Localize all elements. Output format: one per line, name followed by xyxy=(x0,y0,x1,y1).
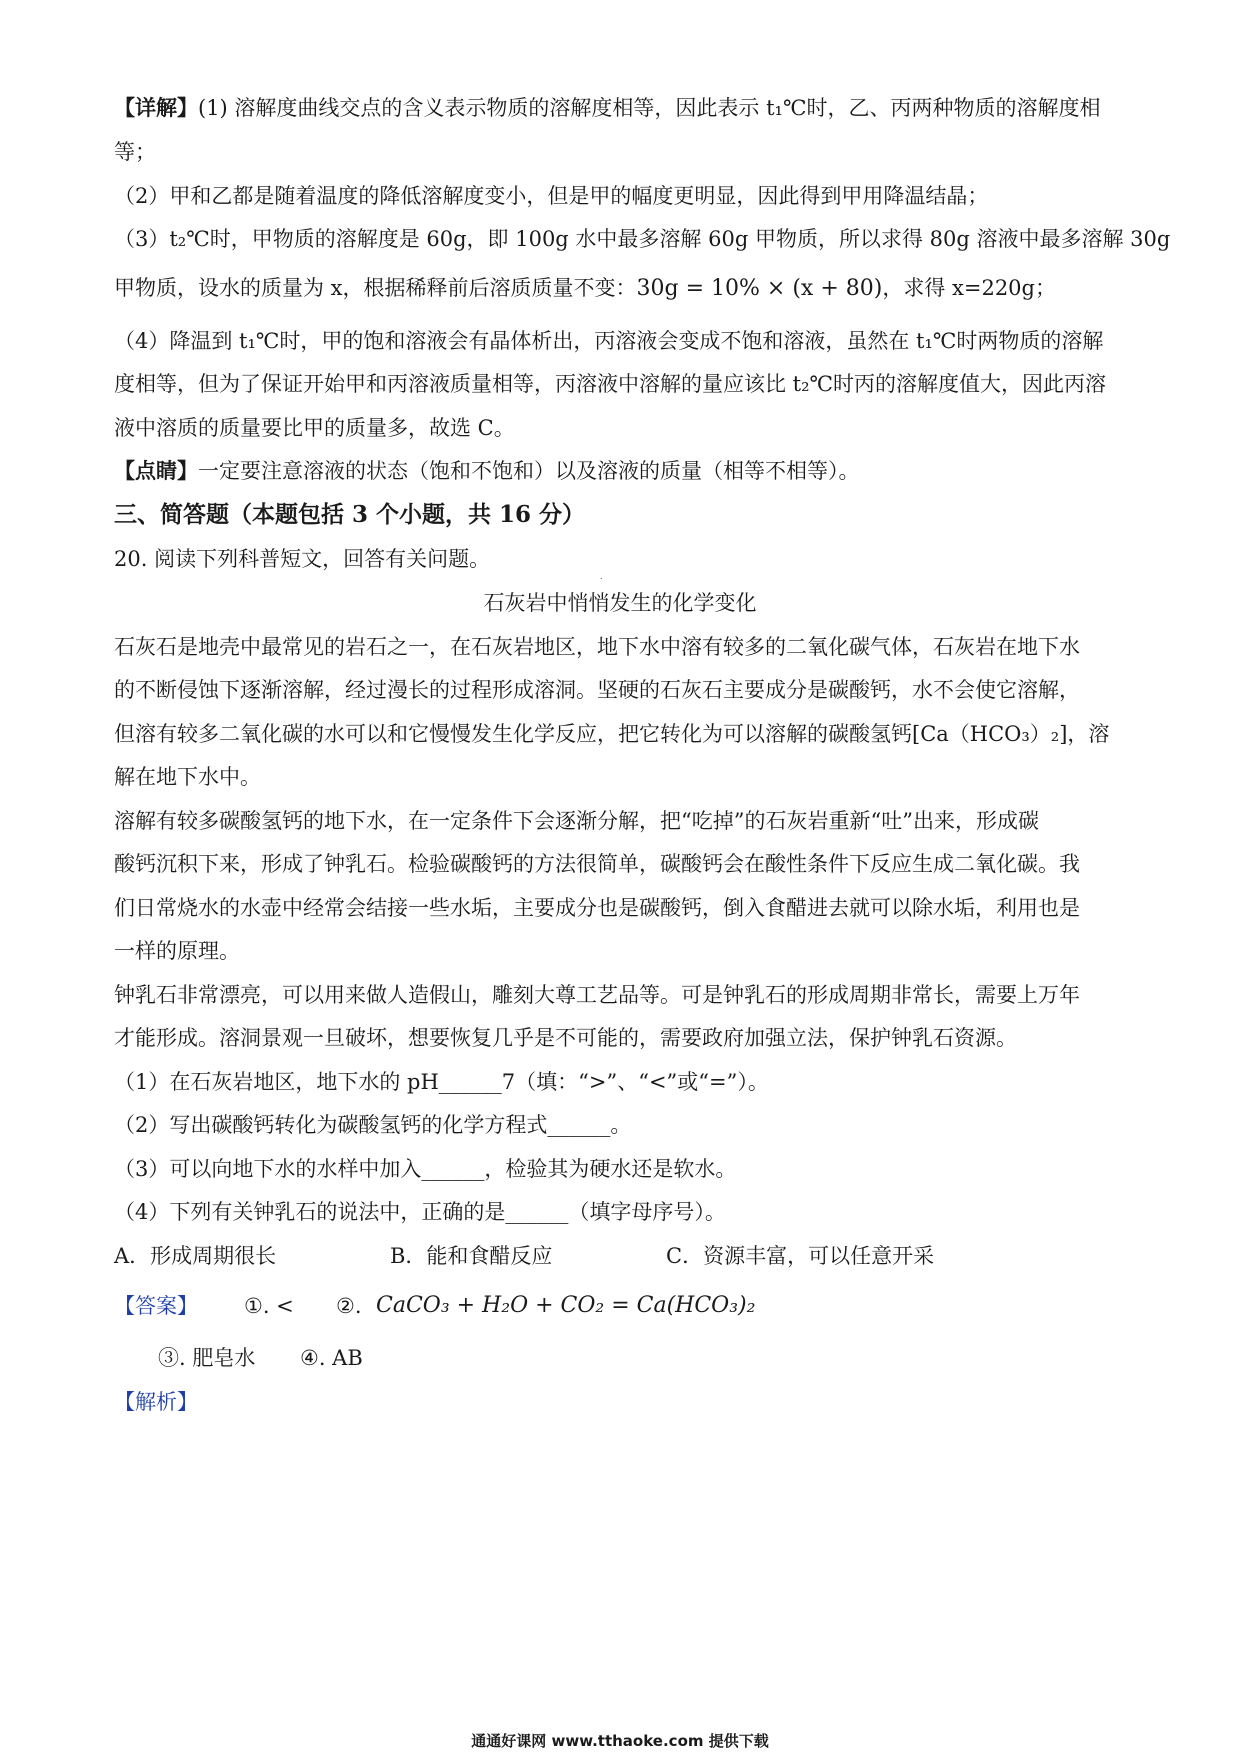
analysis-label: 【解析】 xyxy=(114,1390,198,1414)
section-title: 三、简答题（本题包括 3 个小题，共 16 分） xyxy=(114,501,586,528)
detail-q3-post: ，求得 x=220g； xyxy=(882,276,1056,300)
small-mark: . xyxy=(600,572,603,581)
article-title: 石灰岩中悄悄发生的化学变化 xyxy=(483,591,757,615)
option-b: B．能和食醋反应 xyxy=(390,1244,553,1268)
comment-text: 一定要注意溶液的状态（饱和不饱和）以及溶液的质量（相等不相等）。 xyxy=(198,459,860,483)
detail-q4-line1: （4）降温到 t₁℃时，甲的饱和溶液会有晶体析出，丙溶液会变成不饱和溶液，虽然在 t₁℃时两物质的溶解 xyxy=(114,329,1104,353)
article-p3-l1: 钟乳石非常漂亮，可以用来做人造假山，雕刻大尊工艺品等。可是钟乳石的形成周期非常长，需要上万年 xyxy=(114,983,1080,1007)
footer-text: 通通好课网 www.tthaoke.com 提供下载 xyxy=(471,1732,769,1750)
detail-label: 【详解】 xyxy=(114,95,198,120)
article-p1-l4: 解在地下水中。 xyxy=(114,765,261,789)
comment-line xyxy=(114,456,1134,486)
answer-4: ④. AB xyxy=(300,1346,363,1370)
subquestion-2: （2）写出碳酸钙转化为碳酸氢钙的化学方程式______。 xyxy=(114,1113,632,1137)
detail-q1-line1 xyxy=(114,93,1134,123)
article-p3-l2: 才能形成。溶洞景观一旦破坏，想要恢复几乎是不可能的，需要政府加强立法，保护钟乳石资源。 xyxy=(114,1026,1017,1050)
option-a: A．形成周期很长 xyxy=(114,1244,277,1268)
article-p2-l3: 们日常烧水的水壶中经常会结接一些水垢，主要成分也是碳酸钙，倒入食醋进去就可以除水垢，利用也是 xyxy=(114,896,1080,920)
comment-label: 【点睛】 xyxy=(114,458,198,483)
option-c: C．资源丰富，可以任意开采 xyxy=(666,1244,935,1268)
answer-3: ③. 肥皂水 xyxy=(158,1346,256,1370)
answer-1: ①. < xyxy=(244,1294,294,1318)
detail-q4-line2: 度相等，但为了保证开始甲和丙溶液质量相等，丙溶液中溶解的量应该比 t₂℃时丙的溶解度值大，因此丙溶 xyxy=(114,372,1107,396)
article-p2-l4: 一样的原理。 xyxy=(114,939,240,963)
detail-q1-text: (1) 溶解度曲线交点的含义表示物质的溶解度相等，因此表示 t₁℃时，乙、丙两种物质的溶解度相 xyxy=(198,96,1101,120)
answer-2-equation: CaCO₃ + H₂O + CO₂ = Ca(HCO₃)₂ xyxy=(376,1293,756,1318)
detail-q2: （2）甲和乙都是随着温度的降低溶解度变小，但是甲的幅度更明显，因此得到甲用降温结晶； xyxy=(114,184,989,208)
detail-q3-pre: 甲物质，设水的质量为 x，根据稀释前后溶质质量不变： xyxy=(114,276,637,300)
answer-label: 【答案】 xyxy=(114,1294,198,1318)
detail-q1-line2: 等； xyxy=(114,140,156,164)
detail-q3-line2 xyxy=(114,273,1134,304)
article-p1-l2: 的不断侵蚀下逐渐溶解，经过漫长的过程形成溶洞。坚硬的石灰石主要成分是碳酸钙，水不会使它溶解， xyxy=(114,678,1080,702)
dilution-equation: 30g = 10% × (x + 80) xyxy=(636,276,883,301)
article-p1-l1: 石灰石是地壳中最常见的岩石之一，在石灰岩地区，地下水中溶有较多的二氧化碳气体，石灰岩在地下水 xyxy=(114,635,1080,659)
article-p1-l3: 但溶有较多二氧化碳的水可以和它慢慢发生化学反应，把它转化为可以溶解的碳酸氢钙[Ca（HCO₃）₂]，溶 xyxy=(114,722,1110,746)
question-intro: 20. 阅读下列科普短文，回答有关问题。 xyxy=(114,547,491,571)
article-p2-l1: 溶解有较多碳酸氢钙的地下水，在一定条件下会逐渐分解，把“吃掉”的石灰岩重新“吐”出来，形成碳 xyxy=(114,809,1039,833)
subquestion-4: （4）下列有关钟乳石的说法中，正确的是______（填字母序号）。 xyxy=(114,1200,726,1224)
answer-2-number: ②. xyxy=(336,1294,362,1318)
detail-q3-line1: （3）t₂℃时，甲物质的溶解度是 60g，即 100g 水中最多溶解 60g 甲物质，所以求得 80g 溶液中最多溶解 30g xyxy=(114,227,1171,251)
article-p2-l2: 酸钙沉积下来，形成了钟乳石。检验碳酸钙的方法很简单，碳酸钙会在酸性条件下反应生成二氧化碳。我 xyxy=(114,852,1080,876)
subquestion-1: （1）在石灰岩地区，地下水的 pH______7（填：“>”、“<”或“=”）。 xyxy=(114,1070,769,1094)
detail-q4-line3: 液中溶质的质量要比甲的质量多，故选 C。 xyxy=(114,416,515,440)
subquestion-3: （3）可以向地下水的水样中加入______，检验其为硬水还是软水。 xyxy=(114,1157,737,1181)
